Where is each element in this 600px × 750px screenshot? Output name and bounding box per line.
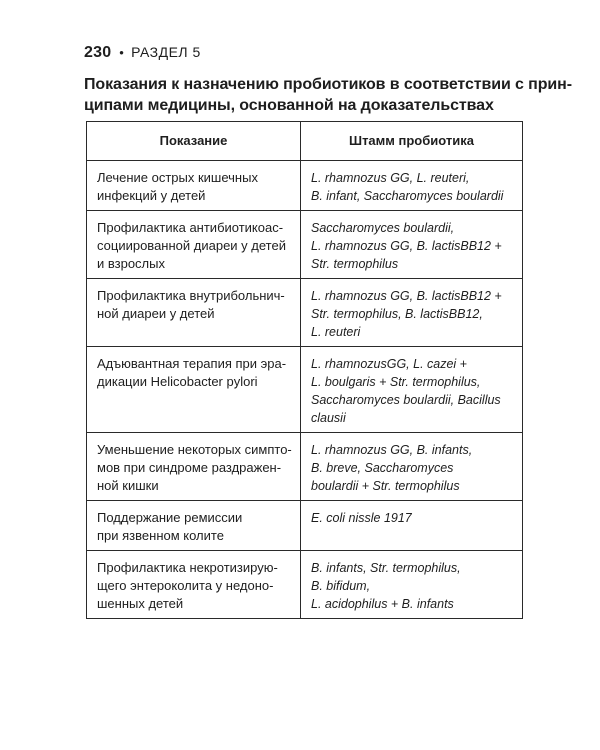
cell-line: L. rhamnozus GG, B. lactisBB12 + — [311, 239, 502, 253]
cell-line: Str. termophilus — [311, 257, 399, 271]
cell-line: L. rhamnozus GG, B. lactisBB12 + — [311, 289, 502, 303]
table-row — [87, 161, 523, 211]
cell-line: Лечение острых кишечных — [97, 170, 258, 185]
cell-line: ной кишки — [97, 478, 159, 493]
cell-line: Профилактика антибиотикоас- — [97, 220, 284, 235]
table-row — [87, 279, 523, 347]
cell-line: Профилактика внутрибольнич- — [97, 288, 285, 303]
indication-cell — [87, 211, 301, 279]
indication-cell — [87, 161, 301, 211]
cell-line: Saccharomyces boulardii, Bacillus — [311, 393, 501, 407]
table-title-line: Показания к назначению пробиотиков в соответствии с прин- — [84, 76, 572, 93]
cell-line: L. rhamnozus GG, B. infants, — [311, 443, 473, 457]
section-label: РАЗДЕЛ 5 — [131, 44, 201, 60]
strain-cell — [301, 211, 523, 279]
table-row — [87, 551, 523, 619]
indication-cell — [87, 347, 301, 433]
cell-line: L. reuteri — [311, 325, 361, 339]
table-header-row — [87, 122, 523, 161]
column-header-indication: Показание — [87, 122, 301, 161]
indication-cell — [87, 551, 301, 619]
cell-line: L. boulgaris + Str. termophilus, — [311, 375, 481, 389]
table-row — [87, 501, 523, 551]
table-title — [84, 74, 572, 116]
cell-line: щего энтероколита у недоно- — [97, 578, 274, 593]
strain-cell — [301, 161, 523, 211]
cell-line: при язвенном колите — [97, 528, 224, 543]
cell-line: B. infants, Str. termophilus, — [311, 561, 461, 575]
cell-line: L. rhamnozus GG, L. reuteri, — [311, 171, 470, 185]
cell-line: Уменьшение некоторых симпто- — [97, 442, 292, 457]
cell-line: B. infant, Saccharomyces boulardii — [311, 189, 504, 203]
cell-line: B. bifidum, — [311, 579, 371, 593]
indication-cell — [87, 433, 301, 501]
column-header-strain: Штамм пробиотика — [301, 122, 523, 161]
cell-line: Адъювантная терапия при эра- — [97, 356, 287, 371]
cell-line: B. breve, Saccharomyces — [311, 461, 454, 475]
strain-cell — [301, 433, 523, 501]
cell-line: социированной диареи у детей — [97, 238, 286, 253]
table-row — [87, 211, 523, 279]
strain-cell — [301, 347, 523, 433]
table-row — [87, 347, 523, 433]
cell-line: L. acidophilus + B. infants — [311, 597, 454, 611]
cell-line: Поддержание ремиссии — [97, 510, 243, 525]
cell-line: Профилактика некротизирую- — [97, 560, 278, 575]
indication-cell — [87, 279, 301, 347]
bullet-separator: • — [119, 45, 125, 60]
cell-line: мов при синдроме раздражен- — [97, 460, 282, 475]
cell-line: E. coli nissle 1917 — [311, 511, 412, 525]
cell-line: Str. termophilus, B. lactisBB12, — [311, 307, 483, 321]
probiotics-table — [86, 121, 523, 619]
cell-line: шенных детей — [97, 596, 184, 611]
strain-cell — [301, 279, 523, 347]
cell-line: и взрослых — [97, 256, 165, 271]
running-head — [84, 44, 201, 62]
indication-cell — [87, 501, 301, 551]
cell-line: boulardii + Str. termophilus — [311, 479, 460, 493]
page-number: 230 — [84, 44, 112, 61]
cell-line: ной диареи у детей — [97, 306, 215, 321]
table-title-line: ципами медицины, основанной на доказательствах — [84, 97, 494, 114]
strain-cell — [301, 501, 523, 551]
cell-line: Saccharomyces boulardii, — [311, 221, 455, 235]
cell-line: L. rhamnozusGG, L. cazei + — [311, 357, 467, 371]
strain-cell — [301, 551, 523, 619]
table-row — [87, 433, 523, 501]
cell-line: инфекций у детей — [97, 188, 206, 203]
cell-line: дикации Helicobacter pylori — [97, 374, 258, 389]
cell-line: clausii — [311, 411, 346, 425]
